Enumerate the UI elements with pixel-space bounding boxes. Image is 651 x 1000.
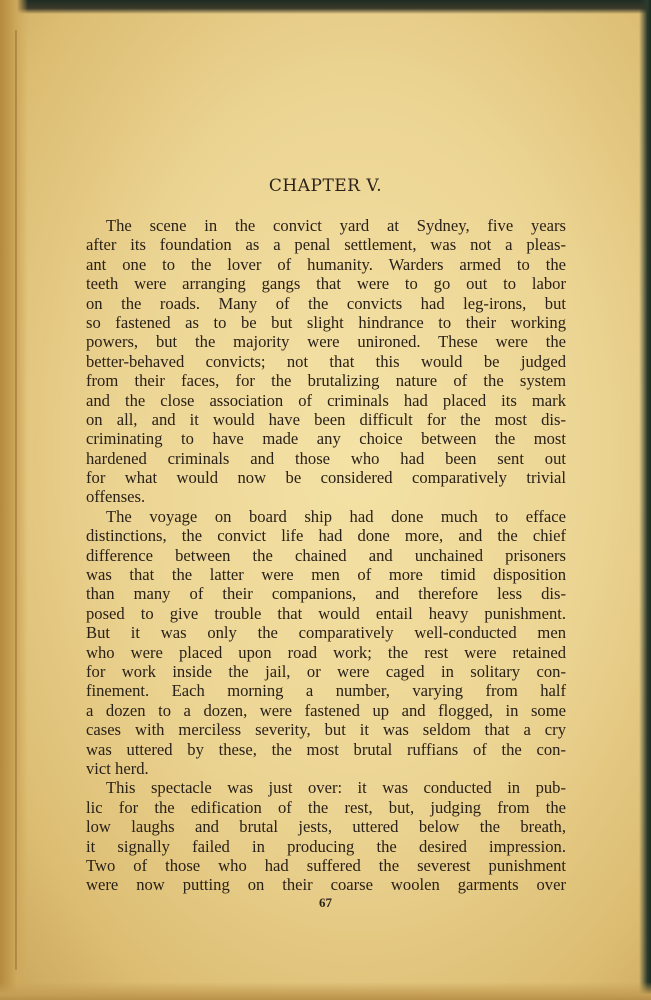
page-gutter (0, 0, 28, 1000)
text-line: and the close association of criminals had placed its mark (86, 390, 566, 410)
text-line: posed to give trouble that would entail heavy punishment. (86, 603, 566, 623)
text-line: The scene in the convict yard at Sydney, five years (106, 216, 566, 235)
text-line: than many of their companions, and therefore less dis- (86, 584, 566, 604)
text-line: after its foundation as a penal settlement, was not a pleas- (86, 235, 566, 255)
text-line: The voyage on board ship had done much to efface (106, 506, 566, 526)
text-line: low laughs and brutal jests, uttered below the breath, (86, 817, 566, 837)
text-line: so fastened as to be but slight hindrance to their working (86, 312, 566, 332)
text-line: offenses. (86, 487, 146, 507)
text-line: vict herd. (86, 758, 149, 778)
text-line: was that the latter were men of more timid disposition (86, 565, 566, 585)
text-line: from their faces, for the brutalizing nature of the system (86, 371, 566, 391)
chapter-title: CHAPTER V. (268, 176, 383, 196)
text-line: powers, but the majority were unironed. These were the (86, 332, 566, 352)
text-line: were now putting on their coarse woolen garments over (86, 875, 566, 895)
page-bottom-edge (0, 982, 651, 1000)
text-line: Two of those who had suffered the severest punishment (86, 855, 566, 875)
page-right-edge (639, 0, 651, 1000)
body-text (86, 216, 566, 895)
text-line: it signally failed in producing the desired impression. (86, 836, 566, 856)
text-line: distinctions, the convict life had done more, and the chief (86, 526, 566, 546)
text-line: a dozen to a dozen, were fastened up and flogged, in some (86, 700, 566, 720)
text-line: for what would now be considered comparatively trivial (86, 468, 566, 488)
text-line: who were placed upon road work; the rest were retained (86, 642, 566, 662)
text-line: lic for the edification of the rest, but, judging from the (86, 797, 566, 817)
text-line: for work inside the jail, or were caged in solitary con- (86, 661, 566, 681)
page-top-edge (0, 0, 651, 14)
text-line: finement. Each morning a number, varying from half (86, 681, 566, 701)
text-line: criminating to have made any choice between the most (86, 429, 566, 449)
text-line: was uttered by these, the most brutal ruffians of the con- (86, 739, 566, 759)
text-line: But it was only the comparatively well-conducted men (86, 623, 566, 643)
text-line: on the roads. Many of the convicts had leg-irons, but (86, 293, 566, 313)
text-line: difference between the chained and unchained prisoners (86, 545, 566, 565)
text-line: hardened criminals and those who had been sent out (86, 448, 566, 468)
text-line: ant one to the lover of humanity. Warders armed to the (86, 254, 566, 274)
text-line: cases with merciless severity, but it was seldom that a cry (86, 720, 566, 740)
gutter-line (15, 30, 17, 970)
page-number: 67 (319, 895, 332, 910)
text-line: better-behaved convicts; not that this would be judged (86, 351, 566, 371)
text-line: teeth were arranging gangs that were to go out to labor (86, 274, 566, 294)
text-line: on all, and it would have been difficult for the most dis- (86, 409, 566, 429)
text-line: This spectacle was just over: it was conducted in pub- (106, 778, 566, 798)
